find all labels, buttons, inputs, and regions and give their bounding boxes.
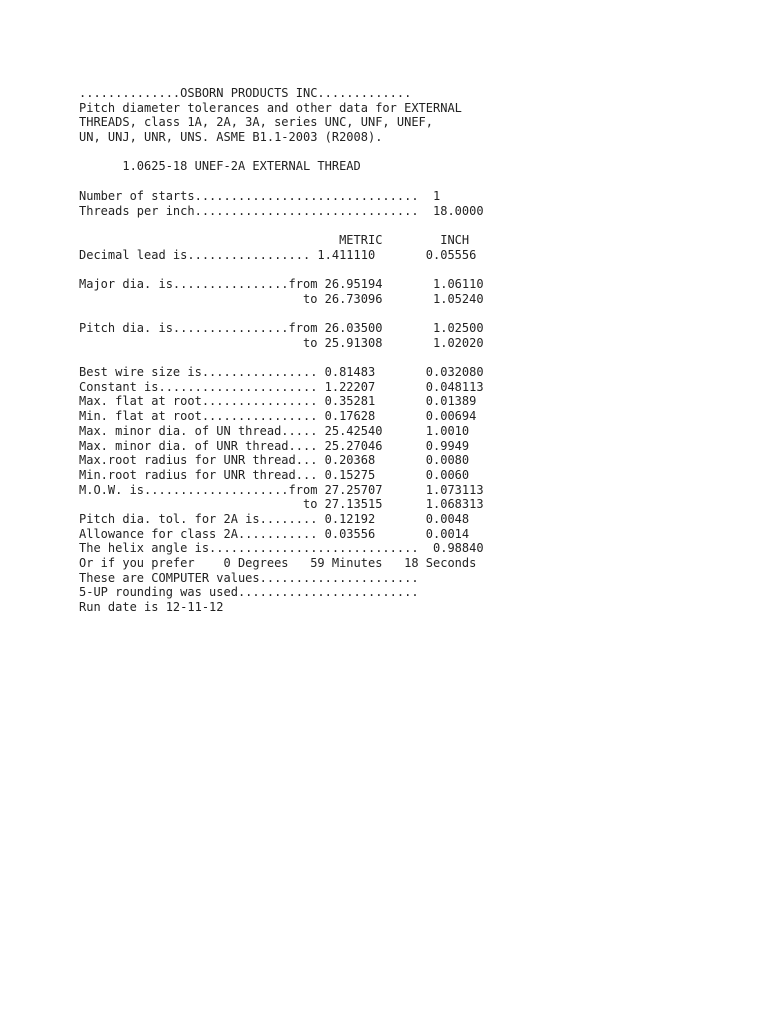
run-date: Run date is 12-11-12 [79, 600, 224, 615]
max-minor-dia-unr-row: Max. minor dia. of UNR thread.... 25.27046 0.9949 [79, 438, 470, 453]
mow-from-row: M.O.W. is....................from 27.25707 1.073113 [79, 482, 484, 497]
max-minor-dia-un-row: Max. minor dia. of UN thread..... 25.42540 1.0010 [79, 423, 470, 438]
blank-line [79, 306, 749, 321]
decimal-lead-row: Decimal lead is................. 1.411110 0.05556 [79, 247, 477, 262]
pitch-dia-tolerance-row: Pitch dia. tol. for 2A is........ 0.12192 0.0048 [79, 511, 470, 526]
blank-line [79, 350, 749, 365]
number-of-starts-row: Number of starts............................... 1 [79, 188, 441, 203]
max-root-radius-row: Max.root radius for UNR thread... 0.20368 0.0080 [79, 453, 470, 468]
blank-line [79, 145, 749, 160]
company-header: ..............OSBORN PRODUCTS INC............. [79, 86, 412, 100]
description-line-1: Pitch diameter tolerances and other data for EXTERNAL [79, 100, 462, 115]
description-line-3: UN, UNJ, UNR, UNS. ASME B1.1-2003 (R2008). [79, 130, 383, 145]
description-line-2: THREADS, class 1A, 2A, 3A, series UNC, UNF, UNEF, [79, 115, 434, 130]
pitch-dia-from-row: Pitch dia. is................from 26.03500 1.02500 [79, 321, 484, 335]
helix-angle-row: The helix angle is............................. 0.98840 [79, 541, 484, 556]
helix-angle-dms-row: Or if you prefer 0 Degrees 59 Minutes 18 Seconds [79, 556, 477, 570]
pitch-dia-to-row: to 25.91308 1.02020 [79, 335, 484, 350]
min-root-radius-row: Min.root radius for UNR thread... 0.15275 0.0060 [79, 467, 470, 482]
constant-row: Constant is...................... 1.22207 0.048113 [79, 379, 484, 394]
computer-values-note: These are COMPUTER values...................... [79, 570, 419, 585]
max-flat-at-root-row: Max. flat at root................ 0.35281 0.01389 [79, 394, 477, 409]
units-header-row: METRIC INCH [79, 232, 470, 247]
blank-line [79, 218, 749, 233]
blank-line [79, 262, 749, 277]
threads-per-inch-row: Threads per inch............................... 18.0000 [79, 203, 484, 218]
mow-to-row: to 27.13515 1.068313 [79, 497, 484, 512]
allowance-row: Allowance for class 2A........... 0.03556 0.0014 [79, 526, 470, 541]
major-dia-from-row: Major dia. is................from 26.95194 1.06110 [79, 276, 484, 291]
blank-line [79, 174, 749, 189]
thread-data-report [79, 86, 749, 615]
major-dia-to-row: to 26.73096 1.05240 [79, 291, 484, 306]
rounding-note: 5-UP rounding was used......................... [79, 585, 419, 600]
best-wire-size-row: Best wire size is................ 0.81483 0.032080 [79, 365, 484, 380]
thread-title: 1.0625-18 UNEF-2A EXTERNAL THREAD [79, 159, 361, 174]
min-flat-at-root-row: Min. flat at root................ 0.17628 0.00694 [79, 409, 477, 424]
